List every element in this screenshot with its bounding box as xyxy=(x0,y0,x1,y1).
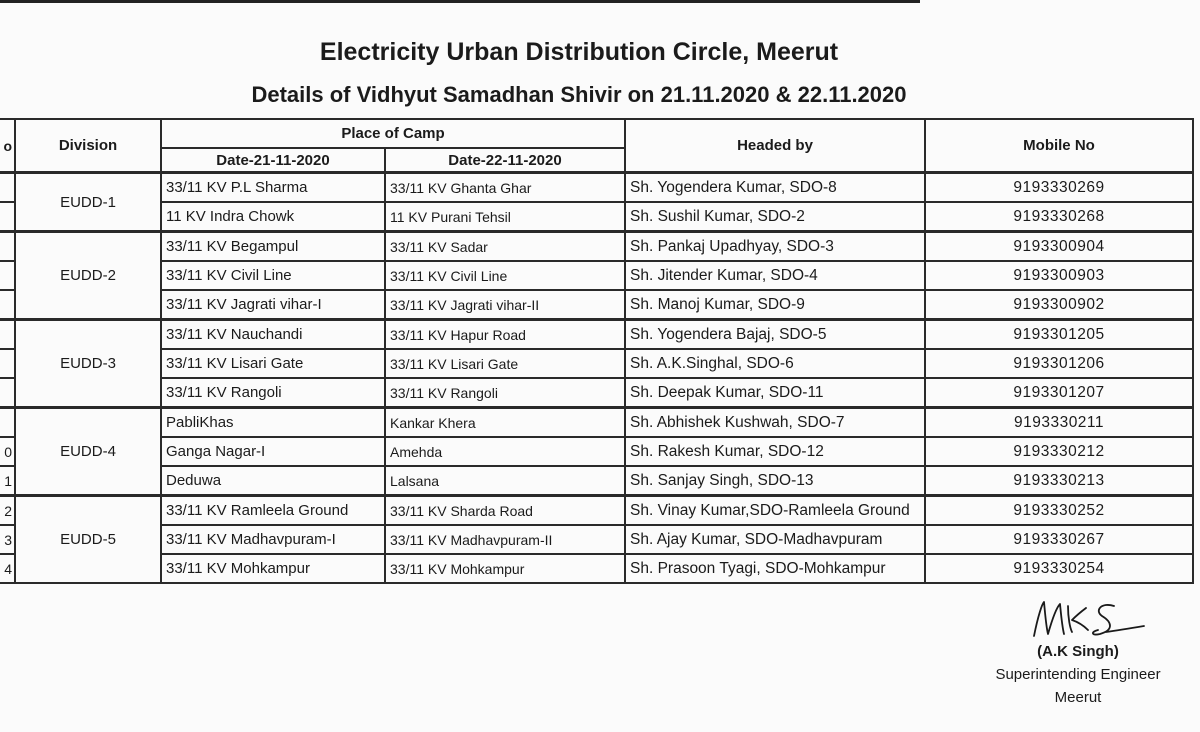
division-cell: EUDD-5 xyxy=(15,496,161,584)
camp-place-day1: 33/11 KV Ramleela Ground xyxy=(161,496,385,526)
mobile-cell: 9193301207 xyxy=(925,378,1193,408)
signatory-name: (A.K Singh) xyxy=(1037,643,1119,660)
camp-place-day1: 33/11 KV Nauchandi xyxy=(161,320,385,350)
headed-by-cell: Sh. A.K.Singhal, SDO-6 xyxy=(625,349,925,378)
sno-cell: 2 xyxy=(0,496,15,526)
division-cell: EUDD-2 xyxy=(15,232,161,320)
camp-place-day2: Lalsana xyxy=(385,466,625,496)
camp-place-day2: Kankar Khera xyxy=(385,408,625,438)
camp-place-day1: 11 KV Indra Chowk xyxy=(161,202,385,232)
sno-cell xyxy=(0,232,15,262)
sno-cell xyxy=(0,261,15,290)
document-subtitle: Details of Vidhyut Samadhan Shivir on 21.11.2020 & 22.11.2020 xyxy=(251,82,907,107)
sno-cell: 3 xyxy=(0,525,15,554)
camp-place-day2: 33/11 KV Madhavpuram-II xyxy=(385,525,625,554)
camp-details-table xyxy=(0,118,1194,584)
division-cell: EUDD-3 xyxy=(15,320,161,408)
sno-cell xyxy=(0,290,15,320)
header-date-2: Date-22-11-2020 xyxy=(385,148,625,173)
mobile-cell: 9193330267 xyxy=(925,525,1193,554)
headed-by-cell: Sh. Rakesh Kumar, SDO-12 xyxy=(625,437,925,466)
mobile-cell: 9193330213 xyxy=(925,466,1193,496)
table-row xyxy=(0,496,1193,526)
signatory-designation: Superintending Engineer xyxy=(995,666,1161,683)
headed-by-cell: Sh. Deepak Kumar, SDO-11 xyxy=(625,378,925,408)
sno-cell xyxy=(0,202,15,232)
camp-place-day2: 33/11 KV Rangoli xyxy=(385,378,625,408)
mobile-cell: 9193300903 xyxy=(925,261,1193,290)
header-row xyxy=(0,119,1193,148)
camp-place-day2: 33/11 KV Lisari Gate xyxy=(385,349,625,378)
sno-cell xyxy=(0,320,15,350)
camp-place-day2: 11 KV Purani Tehsil xyxy=(385,202,625,232)
top-border-line xyxy=(0,0,920,3)
camp-place-day1: 33/11 KV Rangoli xyxy=(161,378,385,408)
headed-by-cell: Sh. Ajay Kumar, SDO-Madhavpuram xyxy=(625,525,925,554)
table-row xyxy=(0,437,1193,466)
mobile-cell: 9193301205 xyxy=(925,320,1193,350)
mobile-cell: 9193330268 xyxy=(925,202,1193,232)
signature-mark xyxy=(1028,596,1148,644)
headed-by-cell: Sh. Vinay Kumar,SDO-Ramleela Ground xyxy=(625,496,925,526)
camp-place-day2: Amehda xyxy=(385,437,625,466)
mobile-cell: 9193300902 xyxy=(925,290,1193,320)
camp-place-day1: 33/11 KV Begampul xyxy=(161,232,385,262)
table-row xyxy=(0,232,1193,262)
table-row xyxy=(0,261,1193,290)
mobile-cell: 9193300904 xyxy=(925,232,1193,262)
header-place-of-camp: Place of Camp xyxy=(161,119,625,148)
mobile-cell: 9193330211 xyxy=(925,408,1193,438)
division-cell: EUDD-4 xyxy=(15,408,161,496)
headed-by-cell: Sh. Pankaj Upadhyay, SDO-3 xyxy=(625,232,925,262)
headed-by-cell: Sh. Sushil Kumar, SDO-2 xyxy=(625,202,925,232)
mobile-cell: 9193301206 xyxy=(925,349,1193,378)
headed-by-cell: Sh. Abhishek Kushwah, SDO-7 xyxy=(625,408,925,438)
headed-by-cell: Sh. Yogendera Bajaj, SDO-5 xyxy=(625,320,925,350)
camp-place-day1: 33/11 KV Jagrati vihar-I xyxy=(161,290,385,320)
sno-cell xyxy=(0,349,15,378)
mobile-cell: 9193330252 xyxy=(925,496,1193,526)
headed-by-cell: Sh. Yogendera Kumar, SDO-8 xyxy=(625,173,925,203)
header-sno: o xyxy=(0,119,15,173)
headed-by-cell: Sh. Sanjay Singh, SDO-13 xyxy=(625,466,925,496)
table-row xyxy=(0,466,1193,496)
table-row xyxy=(0,408,1193,438)
document-title: Electricity Urban Distribution Circle, Meerut xyxy=(319,38,839,66)
table-body xyxy=(0,173,1193,584)
camp-place-day2: 33/11 KV Hapur Road xyxy=(385,320,625,350)
camp-place-day2: 33/11 KV Mohkampur xyxy=(385,554,625,583)
table-row xyxy=(0,290,1193,320)
camp-place-day1: PabliKhas xyxy=(161,408,385,438)
camp-place-day2: 33/11 KV Ghanta Ghar xyxy=(385,173,625,203)
camp-place-day2: 33/11 KV Sadar xyxy=(385,232,625,262)
camp-place-day1: 33/11 KV Lisari Gate xyxy=(161,349,385,378)
camp-place-day1: Deduwa xyxy=(161,466,385,496)
headed-by-cell: Sh. Manoj Kumar, SDO-9 xyxy=(625,290,925,320)
header-date-1: Date-21-11-2020 xyxy=(161,148,385,173)
table-row xyxy=(0,320,1193,350)
camp-place-day1: Ganga Nagar-I xyxy=(161,437,385,466)
table-row xyxy=(0,349,1193,378)
camp-place-day1: 33/11 KV Civil Line xyxy=(161,261,385,290)
mobile-cell: 9193330212 xyxy=(925,437,1193,466)
header-mobile: Mobile No xyxy=(925,119,1193,173)
sno-cell: 0 xyxy=(0,437,15,466)
division-cell: EUDD-1 xyxy=(15,173,161,232)
signatory-place: Meerut xyxy=(1054,689,1102,706)
camp-place-day1: 33/11 KV P.L Sharma xyxy=(161,173,385,203)
table-row xyxy=(0,173,1193,203)
table-row xyxy=(0,202,1193,232)
camp-place-day2: 33/11 KV Civil Line xyxy=(385,261,625,290)
sno-cell: 4 xyxy=(0,554,15,583)
sno-cell xyxy=(0,408,15,438)
mobile-cell: 9193330269 xyxy=(925,173,1193,203)
camp-place-day1: 33/11 KV Madhavpuram-I xyxy=(161,525,385,554)
mobile-cell: 9193330254 xyxy=(925,554,1193,583)
table-row xyxy=(0,525,1193,554)
header-division: Division xyxy=(15,119,161,173)
camp-place-day2: 33/11 KV Sharda Road xyxy=(385,496,625,526)
sno-cell xyxy=(0,173,15,203)
camp-place-day2: 33/11 KV Jagrati vihar-II xyxy=(385,290,625,320)
header-headed-by: Headed by xyxy=(625,119,925,173)
camp-place-day1: 33/11 KV Mohkampur xyxy=(161,554,385,583)
table-row xyxy=(0,554,1193,583)
sno-cell: 1 xyxy=(0,466,15,496)
signature-block xyxy=(948,640,1200,709)
headed-by-cell: Sh. Jitender Kumar, SDO-4 xyxy=(625,261,925,290)
sno-cell xyxy=(0,378,15,408)
table-row xyxy=(0,378,1193,408)
headed-by-cell: Sh. Prasoon Tyagi, SDO-Mohkampur xyxy=(625,554,925,583)
